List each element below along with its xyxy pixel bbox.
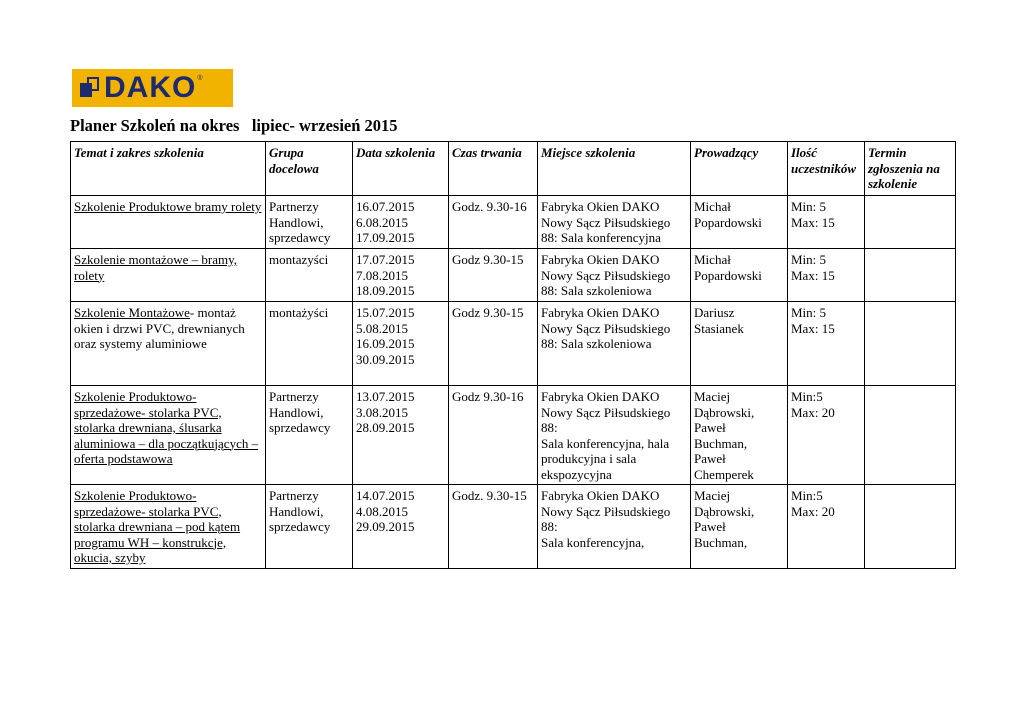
dates-cell: 16.07.2015 6.08.2015 17.09.2015 — [353, 196, 449, 249]
deadline-cell — [865, 196, 956, 249]
time-cell: Godz. 9.30-15 — [449, 485, 538, 569]
table-row — [71, 249, 956, 302]
topic-cell — [71, 249, 266, 302]
dates-cell: 15.07.2015 5.08.2015 16.09.2015 30.09.2015 — [353, 302, 449, 386]
count-cell: Min: 5 Max: 15 — [788, 302, 865, 386]
logo-mark-icon — [80, 77, 100, 99]
table-header-row — [71, 142, 956, 196]
place-cell: Fabryka Okien DAKO Nowy Sącz Piłsudskiego 88: Sala konferencyjna — [538, 196, 691, 249]
topic-link[interactable]: Szkolenie Produktowo-sprzedażowe- stolarka PVC, stolarka drewniana, ślusarka aluminiowa – dla początkujących – oferta podstawowa — [74, 389, 259, 466]
group-cell: Partnerzy Handlowi, sprzedawcy — [266, 386, 353, 485]
topic-link[interactable]: Szkolenie Produktowe bramy rolety — [74, 199, 262, 214]
registered-mark: ® — [197, 75, 203, 82]
dates-cell: 13.07.2015 3.08.2015 28.09.2015 — [353, 386, 449, 485]
table-row — [71, 302, 956, 386]
dates-cell: 17.07.2015 7.08.2015 18.09.2015 — [353, 249, 449, 302]
group-cell: montazyści — [266, 249, 353, 302]
page-title: Planer Szkoleń na okres lipiec- wrzesień 2015 — [70, 116, 398, 135]
place-cell: Fabryka Okien DAKO Nowy Sącz Piłsudskiego 88: Sala konferencyjna, hala produkcyjna i sala ekspozycyjna — [538, 386, 691, 485]
group-cell: montażyści — [266, 302, 353, 386]
place-cell: Fabryka Okien DAKO Nowy Sącz Piłsudskiego 88: Sala szkoleniowa — [538, 302, 691, 386]
table-row — [71, 196, 956, 249]
trainer-cell: Michał Popardowski — [691, 196, 788, 249]
trainer-cell: Maciej Dąbrowski, Paweł Buchman, Paweł Chemperek — [691, 386, 788, 485]
header-topic: Temat i zakres szkolenia — [71, 142, 266, 196]
count-cell: Min:5 Max: 20 — [788, 485, 865, 569]
place-cell: Fabryka Okien DAKO Nowy Sącz Piłsudskiego 88: Sala szkoleniowa — [538, 249, 691, 302]
group-cell: Partnerzy Handlowi, sprzedawcy — [266, 196, 353, 249]
group-cell: Partnerzy Handlowi, sprzedawcy — [266, 485, 353, 569]
topic-rest: - montaż okien i drzwi PVC, drewnianych oraz systemy aluminiowe — [74, 305, 245, 351]
trainer-cell: Maciej Dąbrowski, Paweł Buchman, — [691, 485, 788, 569]
time-cell: Godz 9.30-16 — [449, 386, 538, 485]
deadline-cell — [865, 302, 956, 386]
topic-link[interactable]: Szkolenie Produktowo-sprzedażowe- stolarka PVC, stolarka drewniana – pod kątem programu WH – konstrukcje, okucia, szyby — [74, 488, 241, 565]
dates-cell: 14.07.2015 4.08.2015 29.09.2015 — [353, 485, 449, 569]
header-time: Czas trwania — [449, 142, 538, 196]
deadline-cell — [865, 485, 956, 569]
training-table — [70, 141, 956, 569]
topic-link[interactable]: Szkolenie montażowe – bramy, rolety — [74, 252, 238, 283]
time-cell: Godz 9.30-15 — [449, 302, 538, 386]
topic-cell — [71, 196, 266, 249]
place-cell: Fabryka Okien DAKO Nowy Sącz Piłsudskiego 88: Sala konferencyjna, — [538, 485, 691, 569]
header-place: Miejsce szkolenia — [538, 142, 691, 196]
dako-logo — [72, 69, 233, 107]
header-dates: Data szkolenia — [353, 142, 449, 196]
table-row — [71, 386, 956, 485]
topic-cell — [71, 302, 266, 386]
count-cell: Min:5 Max: 20 — [788, 386, 865, 485]
trainer-cell: Michał Popardowski — [691, 249, 788, 302]
header-count: Ilość uczestników — [788, 142, 865, 196]
count-cell: Min: 5 Max: 15 — [788, 196, 865, 249]
table-row — [71, 485, 956, 569]
topic-cell — [71, 485, 266, 569]
topic-cell — [71, 386, 266, 485]
topic-link[interactable]: Szkolenie Montażowe — [74, 305, 190, 320]
deadline-cell — [865, 386, 956, 485]
header-group: Grupa docelowa — [266, 142, 353, 196]
deadline-cell — [865, 249, 956, 302]
count-cell: Min: 5 Max: 15 — [788, 249, 865, 302]
header-deadline: Termin zgłoszenia na szkolenie — [865, 142, 956, 196]
header-trainer: Prowadzący — [691, 142, 788, 196]
trainer-cell: Dariusz Stasianek — [691, 302, 788, 386]
logo-text: DAKO — [104, 71, 197, 104]
time-cell: Godz. 9.30-16 — [449, 196, 538, 249]
time-cell: Godz 9.30-15 — [449, 249, 538, 302]
